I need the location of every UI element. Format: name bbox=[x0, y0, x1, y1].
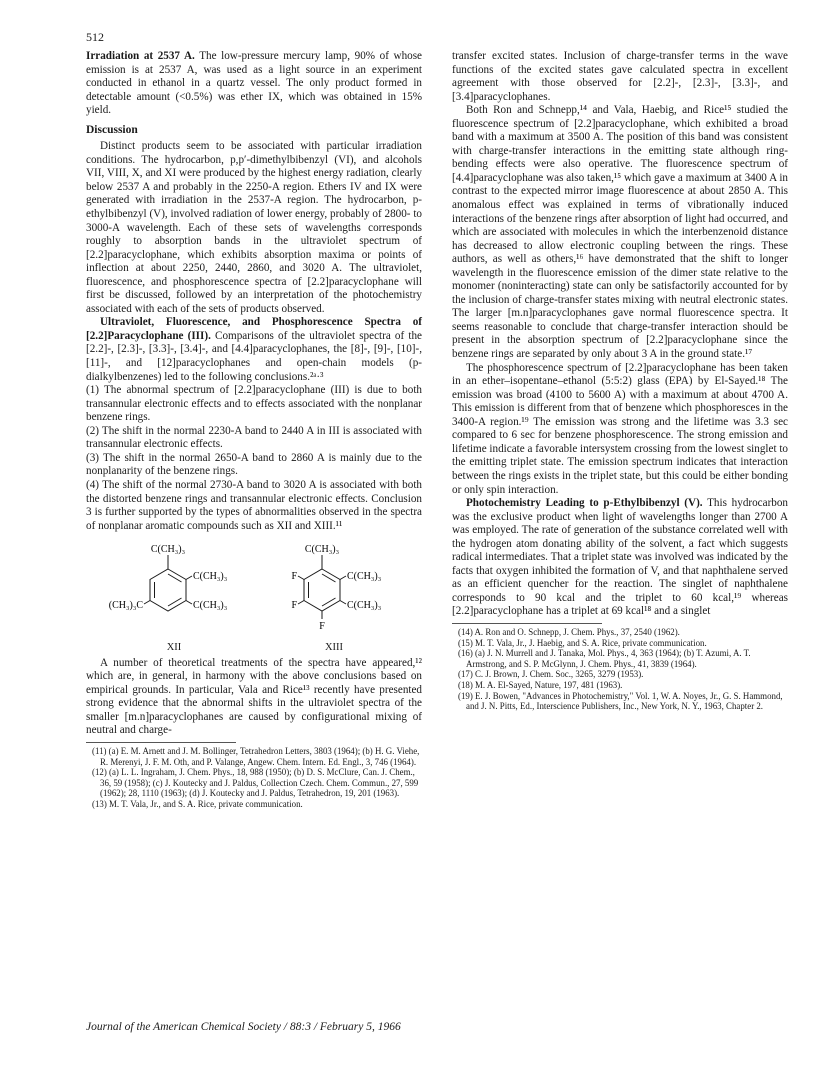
structure-xiii-drawing bbox=[268, 541, 400, 639]
fluorescence-paragraph: Both Ron and Schnepp,¹⁴ and Vala, Haebig, and Rice¹⁵ studied the fluorescence spectrum of [2.2]paracyclophane, which exhibited a broad band with a maximum at 3500 A. The position of this band was consistent with charge-transfer interactions in the emitting state although ring-bending effects were also operative. The fluorescence spectrum of [4.4]paracyclophane was also taken,¹⁵ which gave a maximum at 3400 A in contrast to the expected mirror image fluorescence at about 2850 A. This anomalous effect was explained in terms of vibrationally induced interactions of the benzene rings after absorption of light had occurred, and which are associated with molecules in which the interbenzenoid distance has decreased to allow electronic coupling between the rings. These authors, as well as others,¹⁶ have demonstrated that the shift to longer wavelength in the fluorescence emission of the dimer state relative to the monomer (noninteracting) state can only be satisfactorily accounted for by the inclusion of charge-transfer states mixing with neutral electronic states. The larger [m.n]paracyclophanes gave normal fluorescence spectra. It seems reasonable to conclude that charge-transfer interaction should be present in the absorption spectrum of [2.2]paracyclophane since the benzene rings are separated by only about 3 A in the ground state.¹⁷ bbox=[452, 104, 788, 361]
xiii-right-lower-group: C(CH₃)₃ bbox=[347, 600, 382, 612]
irradiation-text: The low-pressure mercury lamp, 90% of whose emission is at 2537 A, was used as a light source in an experiment conducted in ethanol in a quartz vessel. The only product formed in detectable amount (<0.5%) was ether IX, which was obtained in 15% yield. bbox=[86, 50, 422, 117]
footnote-13: (13) M. T. Vala, Jr., and S. A. Rice, private communication. bbox=[92, 798, 303, 809]
footnote-12: (12) (a) L. L. Ingraham, J. Chem. Phys., 18, 988 (1950); (b) D. S. McClure, Can. J. Chem., 36, 59 (1958); (c) J. Koutecky and J. Paldus, Collection Czech. Chem. Commun., 27, 599 (1962); 28, 1110 (1963); (d) J. Koutecky and J. Paldus, Tetrahedron, 19, 201 (1963). bbox=[92, 767, 419, 799]
structure-xii-label: XII bbox=[166, 642, 182, 654]
structure-xiii-label: XIII bbox=[324, 642, 344, 654]
irradiation-paragraph bbox=[86, 50, 422, 118]
photochemistry-paragraph bbox=[452, 497, 788, 619]
photochemistry-heading: Photochemistry Leading to p-Ethylbibenzyl (V). bbox=[466, 497, 703, 510]
structures bbox=[86, 541, 422, 655]
xii-top-group: C(CH₃)₃ bbox=[150, 544, 186, 556]
xii-right-upper-group: C(CH₃)₃ bbox=[193, 571, 228, 583]
xiii-left-lower-fluorine: F bbox=[291, 600, 297, 612]
spectra-text: Comparisons of the ultraviolet spectra of the [2.2]-, [2.3]-, [3.3]-, [3.4]-, and [4.4]paracyclophanes, the [8]-, [9]-, [10]-, [11]-, and [12]paracyclophanes and open-chain models (p-dialkylbenzenes) led to the following conclusions.²ᵃ·³ bbox=[86, 329, 423, 383]
footnote-17: (17) C. J. Brown, J. Chem. Soc., 3265, 3279 (1953). bbox=[458, 669, 644, 680]
theory-paragraph: A number of theoretical treatments of the spectra have appeared,¹² which are, in general, in harmony with the above conclusions based on empirical grounds. In particular, Vala and Rice¹³ recently have presented strong evidence that the abnormal shifts in the ultraviolet spectra of the smaller [m.n]paracyclophanes are caused by configurational mixing of neutral and charge- bbox=[86, 656, 422, 737]
journal-footer: Journal of the American Chemical Society / 88:3 / February 5, 1966 bbox=[86, 1021, 401, 1033]
footnote-19: (19) E. J. Bowen, "Advances in Photochemistry," Vol. 1, W. A. Noyes, Jr., G. S. Hammond, and J. N. Pitts, Ed., Interscience Publishers, Inc., New York, N. Y., 1963, Chapter 2. bbox=[458, 690, 783, 712]
structure-xii bbox=[108, 541, 240, 655]
right-column bbox=[452, 50, 788, 712]
footnote-18: (18) M. A. El-Sayed, Nature, 197, 481 (1963). bbox=[458, 679, 623, 690]
xiii-top-group: C(CH₃)₃ bbox=[304, 544, 340, 556]
xii-right-lower-group: C(CH₃)₃ bbox=[193, 600, 228, 612]
xiii-bottom-fluorine: F bbox=[319, 621, 325, 633]
conclusion-4: (4) The shift of the normal 2730-A band to 3020 A is associated with both the distorted benzene rings and transannular electronic effects. Conclusion 3 is further supported by the types of abnormalities observed in the spectra of nonplanar aromatic compounds such as XII and XIII.¹¹ bbox=[86, 478, 422, 532]
xiii-right-upper-group: C(CH₃)₃ bbox=[347, 571, 382, 583]
spectra-paragraph bbox=[86, 316, 422, 384]
footnote-11: (11) (a) E. M. Arnett and J. M. Bollinger, Tetrahedron Letters, 3803 (1964); (b) H. G. Viehe, R. Merenyi, J. F. M. Oth, and P. Valange, Angew. Chem. Intern. Ed. Engl., 3, 746 (1964). bbox=[92, 745, 420, 767]
xii-left-group: (CH₃)₃C bbox=[108, 600, 143, 612]
footnote-16: (16) (a) J. N. Murrell and J. Tanaka, Mol. Phys., 4, 363 (1964); (b) T. Azumi, A. T. Armstrong, and S. P. McGlynn, J. Chem. Phys., 41, 3839 (1964). bbox=[458, 648, 751, 669]
footnotes-right bbox=[452, 627, 788, 712]
xiii-left-upper-fluorine: F bbox=[291, 571, 297, 583]
phosphorescence-paragraph: The phosphorescence spectrum of [2.2]paracyclophane has been taken in an ether–isopentane–ethanol (5:5:2) glass (EPA) by El-Sayed.¹⁸ The emission was broad (4100 to 5600 A) with a maximum at about 4700 A. This emission is different from that of benzene which phosphoresces in the 3400-A region.¹⁹ The emission was strong and the lifetime was 3.3 sec compared to 6 sec for benzene phosphorescence. The strong emission and lifetime indicate a favorable intersystem crossing from the lowest singlet to the emitting triplet state. The emission spectrum indicates that interaction between the rings exists in the triplet state, but this could be either bonding or only spin interaction. bbox=[452, 361, 788, 496]
irradiation-heading: Irradiation at 2537 A. bbox=[86, 50, 195, 62]
discussion-heading: Discussion bbox=[86, 123, 138, 136]
footnotes-left bbox=[86, 746, 422, 810]
page-number: 512 bbox=[86, 30, 104, 44]
conclusion-2: (2) The shift in the normal 2230-A band to 2440 A in III is associated with transannular electronic effects. bbox=[86, 424, 422, 451]
spectra-heading: Ultraviolet, Fluorescence, and Phosphorescence Spectra of [2.2]Paracyclophane (III). bbox=[86, 316, 422, 342]
left-column bbox=[86, 50, 422, 810]
footnote-15: (15) M. T. Vala, Jr., J. Haebig, and S. A. Rice, private communication. bbox=[458, 637, 707, 648]
photochemistry-text: This hydrocarbon was the exclusive product when light of wavelengths longer than 2700 A was employed. The rate of generation of the substance correlated well with the hydrogen atom donating ability of the solvent, a fact which suggests radical intermediates. That a triplet state was involved was indicated by the facts that oxygen inhibited the formation of V, and that naphthalene served as an efficient quencher for the reaction. The singlet of naphthalene corresponds to 90 kcal and the triplet to 60 kcal,¹⁹ whereas [2.2]paracyclophane has a triplet at 69 kcal¹⁸ and a singlet bbox=[452, 497, 788, 618]
discussion-paragraph-1: Distinct products seem to be associated with particular irradiation conditions. The hydrocarbon, p,p′-dimethylbibenzyl (VI), and alcohols VII, VIII, X, and XI were produced by the highest energy radiation, clearly below 2537 A and probably in the 2250-A region. Ethers IV and IX were generated with irradiation in the 2537-A region. The hydrocarbon, p-ethylbibenzyl (V), involved radiation of lower energy, probably of 2800- to 3000-A wavelength. Each of these sets of wavelengths corresponds roughly to absorption bands in the ultraviolet spectrum of [2.2]paracyclophane, which exhibits absorption maxima or points of inflection at about 2250, 2440, 2860, and 3020 A. The ultraviolet, fluorescence, and phosphorescence spectra of [2.2]paracyclophane will first be discussed, followed by an interpretation of the photochemistry associated with each of the sets of products observed. bbox=[86, 140, 422, 315]
conclusion-3: (3) The shift in the normal 2650-A band to 2860 A is mainly due to the nonplanarity of the benzene rings. bbox=[86, 451, 422, 478]
structure-xiii bbox=[268, 541, 400, 655]
continuation-paragraph: transfer excited states. Inclusion of charge-transfer terms in the wave functions of the excited states gave calculated spectra in excellent agreement with those observed for [2.2]-, [2.3]-, [3.3]-, and [3.4]paracyclophanes. bbox=[452, 50, 788, 103]
structure-xii-drawing bbox=[108, 541, 240, 639]
conclusion-1: (1) The abnormal spectrum of [2.2]paracyclophane (III) is due to both transannular electronic effects and to effects associated with the nonplanar benzene rings. bbox=[86, 384, 422, 424]
footnote-14: (14) A. Ron and O. Schnepp, J. Chem. Phys., 37, 2540 (1962). bbox=[458, 626, 680, 637]
